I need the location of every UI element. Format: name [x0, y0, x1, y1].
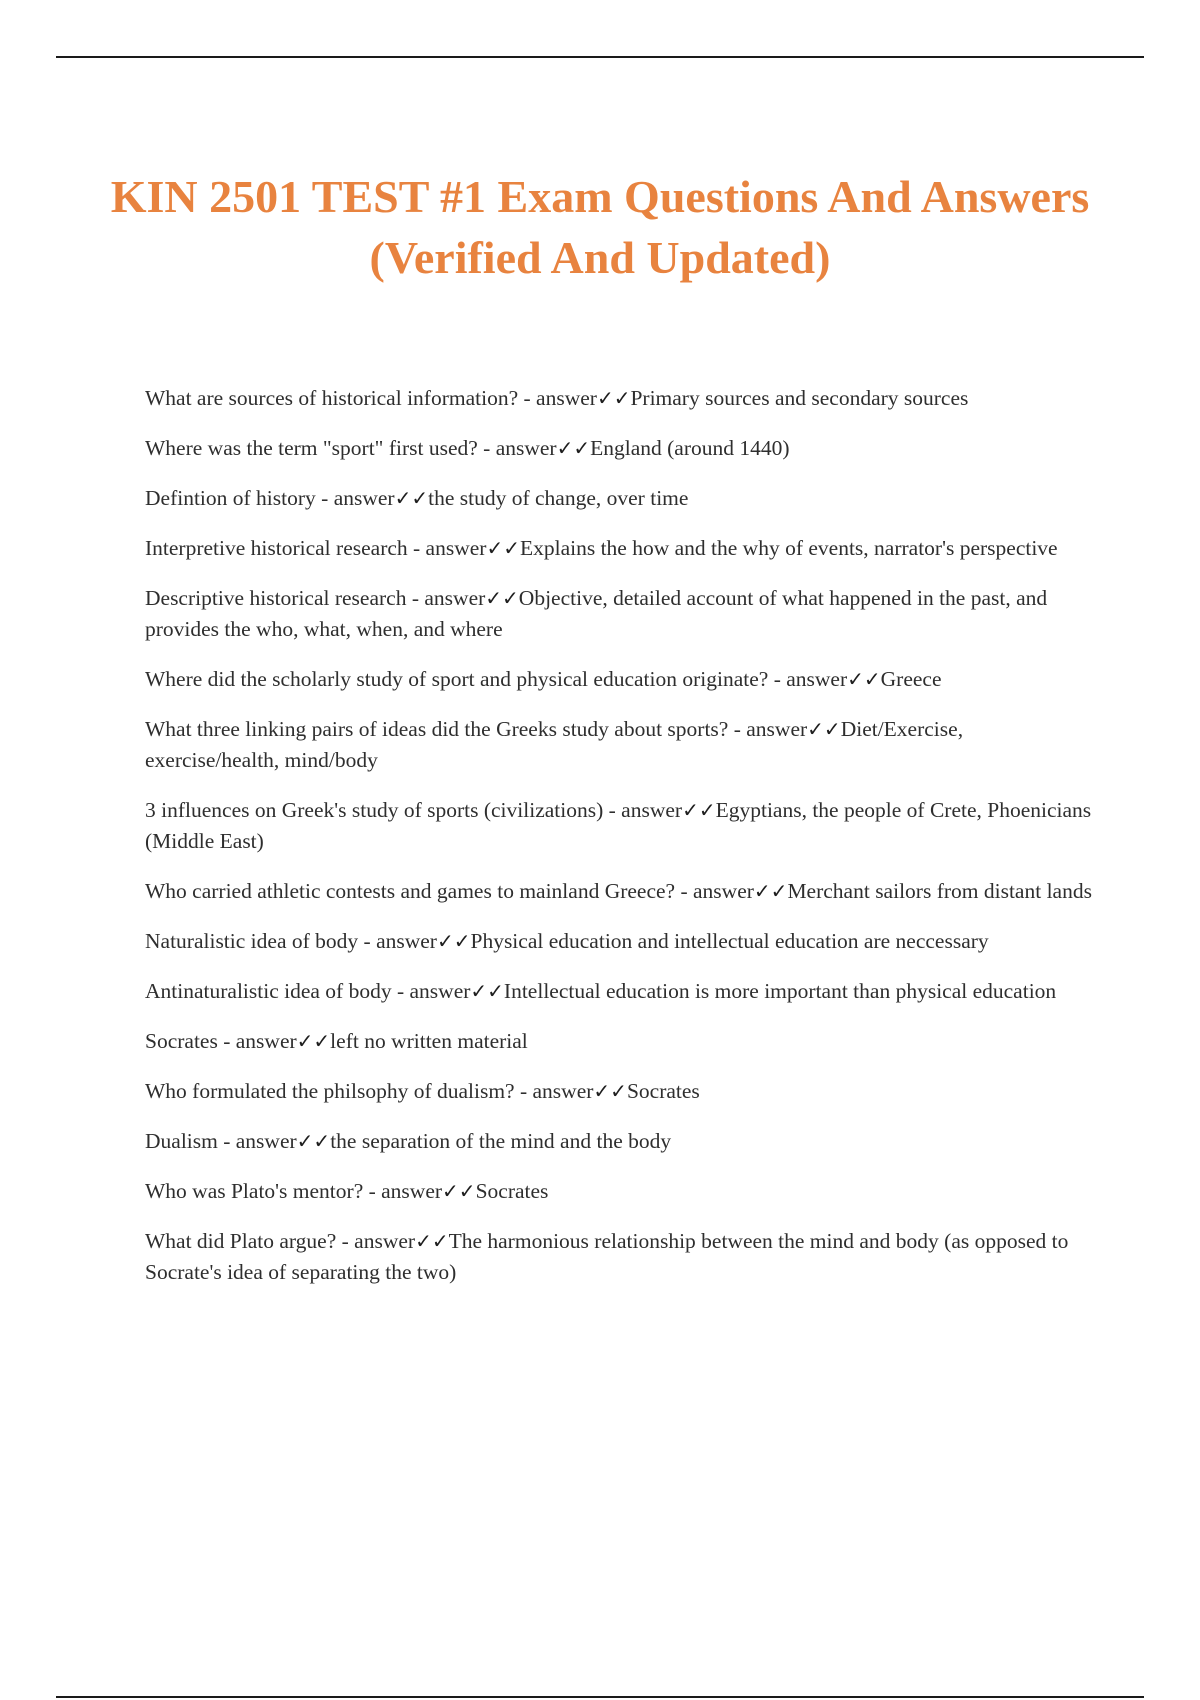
answer-text: Intellectual education is more important than physical education	[503, 979, 1057, 1003]
question-text: Where did the scholarly study of sport and physical education originate?	[145, 667, 769, 691]
answer-separator: - answer	[336, 1229, 416, 1253]
check-icon: ✓✓	[485, 586, 519, 610]
check-icon: ✓✓	[596, 386, 631, 410]
qa-item	[145, 926, 1095, 957]
check-icon: ✓✓	[807, 717, 841, 741]
question-text: What three linking pairs of ideas did the Greeks study about sports?	[145, 717, 729, 741]
qa-item	[145, 533, 1095, 564]
answer-separator: - answer	[514, 1079, 594, 1103]
question-text: Who formulated the philsophy of dualism?	[145, 1079, 515, 1103]
check-icon: ✓✓	[486, 536, 520, 560]
question-text: What did Plato argue?	[145, 1229, 337, 1253]
check-icon: ✓✓	[556, 436, 591, 460]
qa-item	[145, 1076, 1095, 1107]
answer-text: Explains the how and the why of events, narrator's perspective	[519, 536, 1058, 560]
document-title: KIN 2501 TEST #1 Exam Questions And Answers (Verified And Updated)	[110, 171, 1090, 283]
answer-separator: - answer	[477, 436, 557, 460]
qa-item	[145, 483, 1095, 514]
question-text: Naturalistic idea of body	[145, 929, 359, 953]
answer-separator: - answer	[603, 798, 683, 822]
answer-text: Egyptians, the people of Crete, Phoenicians (Middle East)	[145, 798, 1092, 853]
qa-item	[145, 383, 1095, 414]
answer-separator: - answer	[518, 386, 597, 410]
answer-text: the study of change, over time	[428, 486, 689, 510]
question-text: Interpretive historical research	[145, 536, 408, 560]
qa-item	[145, 1126, 1095, 1157]
answer-text: Diet/Exercise, exercise/health, mind/body	[145, 717, 964, 772]
question-text: Who was Plato's mentor?	[145, 1179, 364, 1203]
answer-separator: - answer	[363, 1179, 443, 1203]
qa-item	[145, 664, 1095, 695]
qa-list	[145, 383, 1095, 1307]
check-icon: ✓✓	[436, 929, 471, 953]
check-icon: ✓✓	[394, 486, 429, 510]
qa-item	[145, 1176, 1095, 1207]
answer-separator: - answer	[391, 979, 471, 1003]
answer-separator: - answer	[406, 586, 486, 610]
check-icon: ✓✓	[847, 667, 881, 691]
check-icon: ✓✓	[593, 1079, 627, 1103]
check-icon: ✓✓	[753, 879, 788, 903]
answer-separator: - answer	[675, 879, 754, 903]
qa-item	[145, 1026, 1095, 1057]
qa-item	[145, 583, 1095, 645]
answer-text: Merchant sailors from distant lands	[787, 879, 1092, 903]
answer-separator: - answer	[407, 536, 487, 560]
qa-item	[145, 1226, 1095, 1288]
qa-item	[145, 714, 1095, 776]
answer-text: Socrates	[626, 1079, 700, 1103]
check-icon: ✓✓	[415, 1229, 449, 1253]
qa-item	[145, 876, 1095, 907]
question-text: What are sources of historical information?	[145, 386, 519, 410]
question-text: Dualism	[145, 1129, 218, 1153]
answer-text: Objective, detailed account of what happened in the past, and provides the who, what, when, and where	[145, 586, 1048, 641]
question-text: Descriptive historical research	[145, 586, 407, 610]
bottom-rule	[56, 1696, 1144, 1698]
answer-separator: - answer	[315, 486, 395, 510]
question-text: 3 influences on Greek's study of sports (civilizations)	[145, 798, 604, 822]
answer-text: Socrates	[475, 1179, 549, 1203]
question-text: Defintion of history	[145, 486, 316, 510]
answer-separator: - answer	[217, 1129, 297, 1153]
answer-text: Physical education and intellectual education are neccessary	[470, 929, 989, 953]
check-icon: ✓✓	[442, 1179, 476, 1203]
check-icon: ✓✓	[296, 1029, 331, 1053]
answer-text: Greece	[880, 667, 942, 691]
answer-text: the separation of the mind and the body	[330, 1129, 672, 1153]
check-icon: ✓✓	[682, 798, 716, 822]
check-icon: ✓✓	[470, 979, 504, 1003]
answer-text: The harmonious relationship between the mind and body (as opposed to Socrate's idea of separating the two)	[145, 1229, 1069, 1284]
question-text: Socrates	[145, 1029, 218, 1053]
qa-item	[145, 976, 1095, 1007]
answer-text: left no written material	[330, 1029, 528, 1053]
question-text: Where was the term "sport" first used?	[145, 436, 478, 460]
qa-item	[145, 433, 1095, 464]
qa-item	[145, 795, 1095, 857]
answer-separator: - answer	[217, 1029, 297, 1053]
question-text: Who carried athletic contests and games to mainland Greece?	[145, 879, 676, 903]
check-icon: ✓✓	[296, 1129, 331, 1153]
answer-separator: - answer	[358, 929, 437, 953]
answer-separator: - answer	[728, 717, 808, 741]
answer-text: England (around 1440)	[590, 436, 790, 460]
answer-text: Primary sources and secondary sources	[630, 386, 969, 410]
top-rule	[56, 56, 1144, 58]
question-text: Antinaturalistic idea of body	[145, 979, 392, 1003]
answer-separator: - answer	[768, 667, 848, 691]
